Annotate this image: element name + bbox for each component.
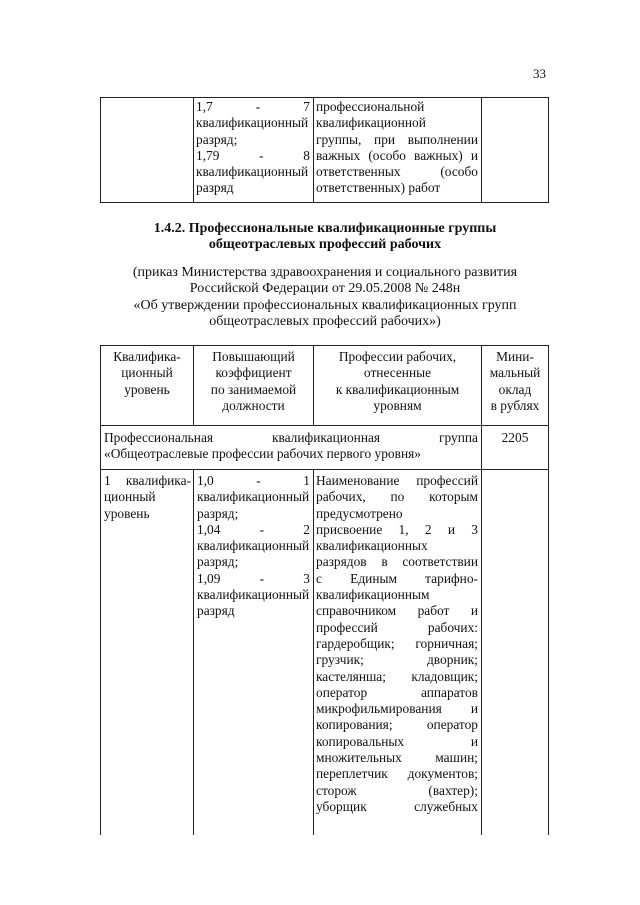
- text-line: 1,09 - 3: [197, 570, 310, 586]
- text-line: (приказ Министерства здравоохранения и социального развития: [132, 265, 518, 280]
- text-line: уровень: [124, 381, 170, 397]
- text-line: к квалификационным: [335, 381, 460, 397]
- text-line: Квалифика-: [113, 349, 181, 364]
- header-coefficient: [194, 349, 313, 414]
- table-border: [548, 97, 549, 203]
- text-line: множительных машин;: [316, 750, 478, 766]
- text-line: ционный: [104, 489, 156, 505]
- text-line: квалификационный: [196, 115, 309, 131]
- text-line: «Об утверждении профессиональных квалификационных групп: [133, 297, 517, 313]
- text-line: присвоение 1, 2 и 3: [316, 521, 478, 537]
- text-line: копировальных и: [316, 733, 478, 749]
- header-qualification-level: [101, 349, 193, 398]
- level-cell: [104, 473, 191, 522]
- text-line: разряд;: [197, 505, 239, 521]
- text-line: должности: [222, 397, 285, 413]
- text-line: оклад: [498, 381, 532, 397]
- text-line: сторож (вахтер);: [316, 782, 478, 798]
- text-line: в рублях: [490, 397, 540, 413]
- text-line: уровень: [104, 505, 150, 521]
- table-border: [100, 202, 548, 203]
- text-line: гардеробщик; горничная;: [316, 635, 478, 651]
- professions-cell: [316, 473, 478, 815]
- text-line: ционный: [121, 365, 173, 381]
- table-border: [313, 97, 314, 203]
- text-line: переплетчик документов;: [316, 766, 478, 782]
- text-line: важных (особо важных) и: [316, 147, 478, 163]
- text-line: 1,7 - 7: [196, 99, 310, 114]
- text-line: разряд;: [196, 131, 238, 147]
- text-line: 1.4.2. Профессиональные квалификационные группы: [153, 221, 497, 236]
- text-line: 1,0 - 1: [197, 473, 310, 488]
- text-line: квалификационный: [197, 489, 310, 505]
- text-line: Профессии рабочих,: [338, 349, 457, 364]
- text-line: разряд: [197, 603, 235, 619]
- text-line: отнесенные: [363, 365, 432, 381]
- text-line: грузчик; дворник;: [316, 652, 478, 668]
- table-border: [193, 469, 194, 835]
- page-number: 33: [533, 66, 546, 81]
- text-line: «Общеотраслевые профессии рабочих первого уровня»: [104, 446, 421, 462]
- header-professions: [314, 349, 481, 414]
- text-line: квалификационный: [196, 164, 309, 180]
- text-line: разрядов в соответствии: [316, 554, 478, 570]
- text-line: копирования; оператор: [316, 717, 478, 733]
- coefficient-cell: [197, 473, 310, 620]
- text-line: с Единым тарифно-: [316, 570, 478, 586]
- text-line: предусмотрено: [316, 505, 403, 521]
- table-border: [193, 97, 194, 203]
- text-line: Российской Федерации от 29.05.2008 № 248н: [189, 281, 461, 297]
- text-line: разряд;: [197, 554, 239, 570]
- text-line: квалификационных: [316, 538, 428, 554]
- text-line: Мини-: [496, 349, 534, 364]
- text-line: группы, при выполнении: [316, 131, 478, 147]
- text-line: мальный: [489, 365, 541, 381]
- text-line: общеотраслевых профессий рабочих: [208, 237, 442, 253]
- text-line: уборщик служебных: [316, 798, 478, 814]
- table-border: [100, 97, 101, 203]
- text-line: Повышающий: [212, 349, 295, 364]
- text-line: 1,79 - 8: [196, 147, 310, 163]
- text-line: коэффициент: [215, 365, 292, 381]
- text-line: по занимаемой: [210, 381, 297, 397]
- section-heading: [0, 220, 640, 253]
- text-line: микрофильмирования и: [316, 701, 478, 717]
- text-line: профессий рабочих:: [316, 619, 478, 635]
- text-line: уровням: [373, 397, 422, 413]
- table-border: [548, 345, 549, 835]
- order-reference: [0, 264, 640, 329]
- text-line: квалификационный: [197, 538, 310, 554]
- profession-cell: [316, 99, 478, 197]
- text-line: квалификационной: [316, 115, 426, 131]
- text-line: справочником работ и: [316, 603, 478, 619]
- text-line: общеотраслевых профессий рабочих»): [209, 313, 441, 329]
- text-line: рабочих, по которым: [316, 489, 478, 505]
- table-border: [313, 469, 314, 835]
- text-line: Наименование профессий: [316, 473, 478, 488]
- text-line: Профессиональная квалификационная группа: [104, 430, 478, 445]
- group-salary: 2205: [501, 430, 529, 445]
- text-line: оператор аппаратов: [316, 684, 478, 700]
- text-line: профессиональной: [316, 99, 425, 114]
- text-line: 1,04 - 2: [197, 521, 310, 537]
- text-line: 1 квалифика-: [104, 473, 191, 488]
- table-border: [481, 97, 482, 203]
- text-line: квалификационным: [316, 587, 430, 603]
- text-line: кастелянша; кладовщик;: [316, 668, 478, 684]
- text-line: ответственных (особо: [316, 164, 478, 180]
- text-line: разряд: [196, 180, 234, 196]
- header-min-salary: [482, 349, 548, 414]
- text-line: квалификационный: [197, 587, 310, 603]
- group-name-cell: [104, 430, 478, 463]
- table-border: [100, 345, 101, 835]
- text-line: ответственных) работ: [316, 180, 441, 196]
- table-border: [481, 345, 482, 835]
- coefficient-cell: [196, 99, 310, 197]
